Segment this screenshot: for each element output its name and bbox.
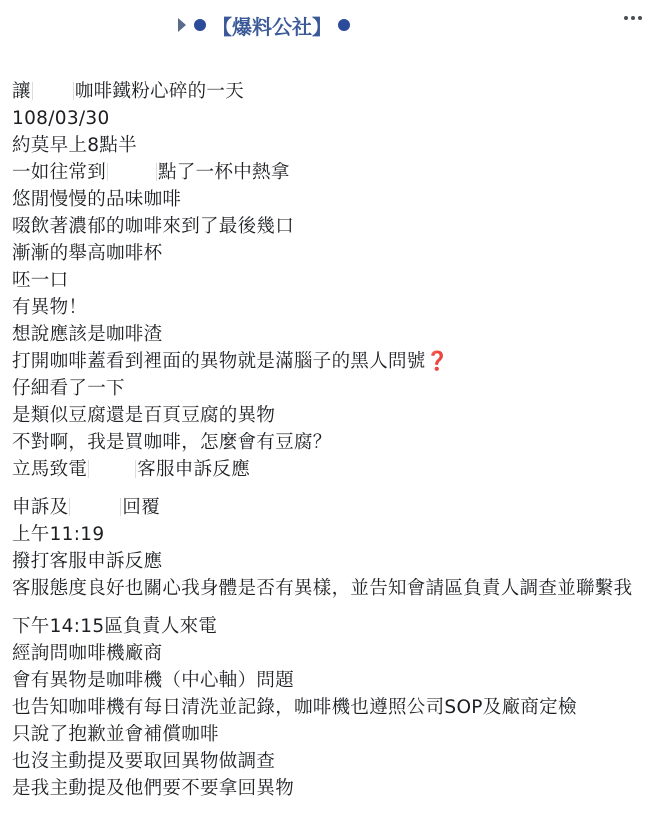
post-text: 撥打客服申訴反應	[12, 551, 163, 572]
post-text: 呸一口	[12, 270, 69, 291]
post-text: 經詢問咖啡機廠商	[12, 643, 163, 664]
redacted-text	[32, 82, 74, 100]
post-line	[12, 456, 652, 483]
post-text: 打開咖啡蓋看到裡面的異物就是滿腦子的黑人問號	[12, 351, 426, 372]
post-line	[12, 721, 652, 748]
post-text: 上午11:19	[12, 524, 105, 545]
post-line	[12, 321, 652, 348]
post-text: 客服態度良好也關心我身體是否有異樣，並告知會請區負責人調查並聯繫我	[12, 578, 633, 599]
post-line	[12, 575, 652, 602]
post-line	[12, 748, 652, 775]
post-text: 漸漸的舉高咖啡杯	[12, 243, 163, 264]
post-line	[12, 402, 652, 429]
post-line	[12, 213, 652, 240]
group-name[interactable]	[178, 11, 350, 39]
post-text: 啜飲著濃郁的咖啡來到了最後幾口	[12, 216, 295, 237]
post-line	[12, 159, 652, 186]
post-text: 會有異物是咖啡機（中心軸）問題	[12, 670, 295, 691]
blue-dot-icon	[338, 19, 350, 31]
post-text: 咖啡鐵粉心碎的一天	[74, 81, 245, 102]
question-mark-icon: ❓	[425, 351, 449, 372]
redacted-text	[107, 163, 157, 181]
post-line	[12, 348, 652, 375]
redacted-text	[88, 460, 136, 478]
post-text: 也沒主動提及要取回異物做調查	[12, 751, 276, 772]
post-text: 客服申訴反應	[137, 459, 251, 480]
post-text: 仔細看了一下	[12, 378, 125, 399]
post-line	[12, 294, 652, 321]
post-line	[12, 132, 652, 159]
post-line	[12, 186, 652, 213]
blue-dot-icon	[194, 19, 206, 31]
post-line	[12, 494, 652, 521]
post-line	[12, 375, 652, 402]
post-text: 下午14:15區負責人來電	[12, 616, 218, 637]
more-options-icon[interactable]	[624, 16, 642, 20]
post-text: 只說了抱歉並會補償咖啡	[12, 724, 219, 745]
post-text: 立馬致電	[12, 459, 88, 480]
group-name-label: 【爆料公社】	[212, 14, 332, 39]
post-header	[0, 0, 660, 50]
post-text: 約莫早上8點半	[12, 135, 137, 156]
post-text: 有異物！	[12, 297, 88, 318]
post-text: 讓	[12, 81, 31, 102]
post-line	[12, 667, 652, 694]
post-text: 是我主動提及他們要不要拿回異物	[12, 778, 295, 799]
post-line	[12, 775, 652, 802]
post-line	[12, 105, 652, 132]
redacted-text	[69, 498, 121, 516]
post-line	[12, 267, 652, 294]
post-text: 是類似豆腐還是百頁豆腐的異物	[12, 405, 276, 426]
post-text: 點了一杯中熱拿	[158, 162, 290, 183]
post-text: 不對啊，我是買咖啡，怎麼會有豆腐？	[12, 432, 332, 453]
post-line	[12, 521, 652, 548]
post-text: 想說應該是咖啡渣	[12, 324, 163, 345]
post-text: 108/03/30	[12, 108, 110, 129]
post-text: 申訴及	[12, 497, 69, 518]
post-line	[12, 78, 652, 105]
post-line	[12, 548, 652, 575]
post-line	[12, 694, 652, 721]
post-line	[12, 429, 652, 456]
post-body	[12, 78, 652, 802]
post-line	[12, 640, 652, 667]
post-text: 回覆	[122, 497, 161, 518]
post-text: 也告知咖啡機有每日清洗並記錄，咖啡機也遵照公司SOP及廠商定檢	[12, 697, 577, 718]
post-line	[12, 240, 652, 267]
post-text: 一如往常到	[12, 162, 107, 183]
post-text: 悠閒慢慢的品味咖啡	[12, 189, 182, 210]
post-line	[12, 613, 652, 640]
arrow-right-icon	[178, 18, 186, 32]
